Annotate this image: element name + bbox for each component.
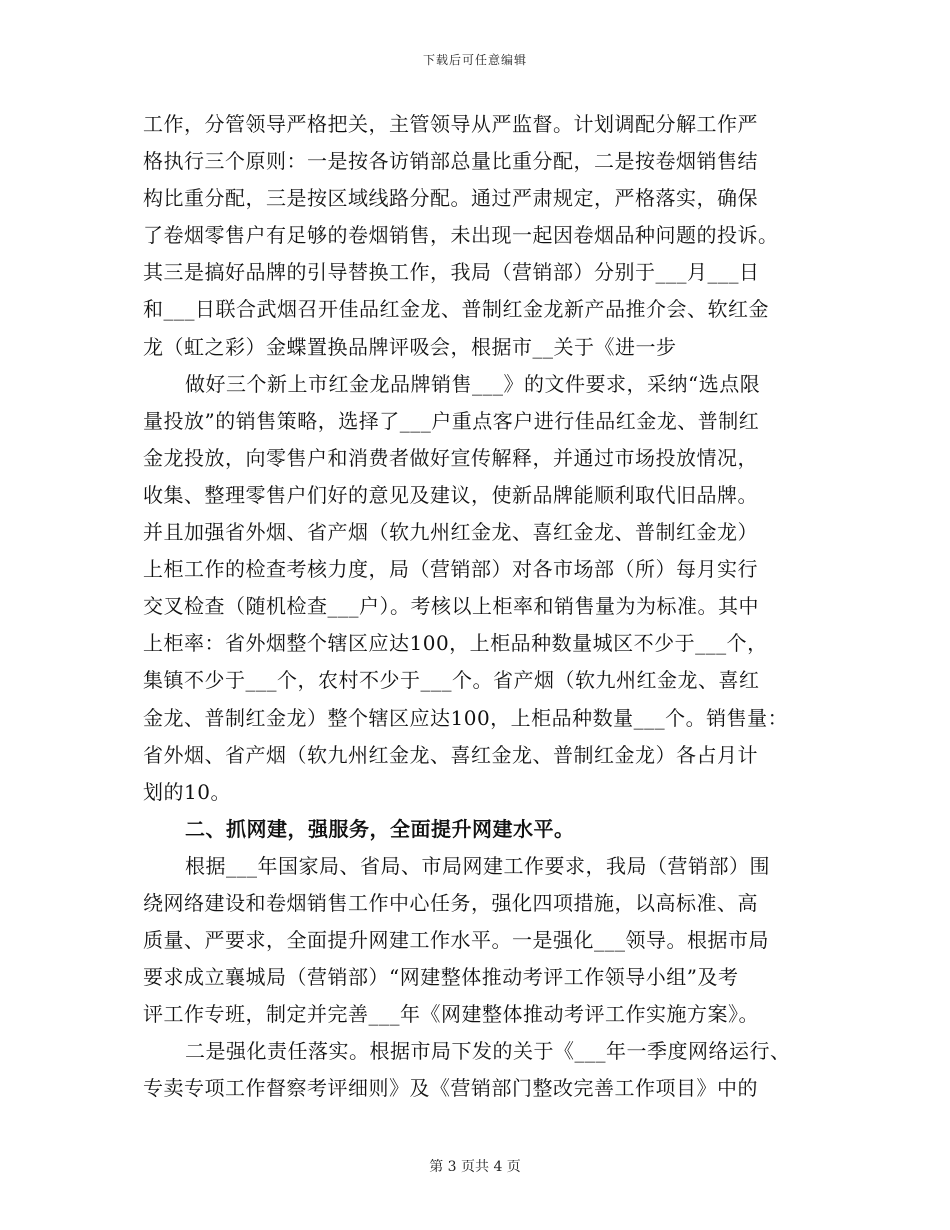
text-line: 龙（虹之彩）金蝶置换品牌评吸会，根据市__关于《进一步 [143, 334, 677, 359]
page-header: 下载后可任意编辑 [422, 53, 527, 67]
text-line: 上柜率：省外烟整个辖区应达100，上柜品种数量城区不少于___个， [143, 631, 768, 656]
text-line: 绕网络建设和卷烟销售工作中心任务，强化四项措施，以高标准、高 [143, 890, 758, 915]
text-line: 二是强化责任落实。根据市局下发的关于《___年一季度网络运行、 [185, 1039, 791, 1064]
text-line: 要求成立襄城局（营销部）“网建整体推动考评工作领导小组”及考 [143, 965, 739, 990]
text-line: 量投放”的销售策略，选择了___户重点客户进行佳品红金龙、普制红 [143, 408, 760, 433]
section-heading: 二、抓网建，强服务，全面提升网建水平。 [185, 816, 575, 841]
text-line: 评工作专班，制定并完善___年《网建整体推动考评工作实施方案》。 [143, 1002, 759, 1027]
text-line: 做好三个新上市红金龙品牌销售___》的文件要求，采纳“选点限 [185, 371, 761, 396]
text-line: 工作，分管领导严格把关，主管领导从严监督。计划调配分解工作严 [143, 112, 758, 136]
text-line: 质量、严要求，全面提升网建工作水平。一是强化___领导。根据市局 [143, 928, 769, 953]
page-footer: 第 3 页共 4 页 [429, 1159, 521, 1175]
body-text [143, 106, 843, 1108]
text-line: 金龙投放，向零售户和消费者做好宣传解释，并通过市场投放情况， [143, 445, 758, 470]
text-line: 省外烟、省产烟（软九州红金龙、喜红金龙、普制红金龙）各占月计 [143, 742, 758, 767]
text-line: 构比重分配，三是按区域线路分配。通过严肃规定，严格落实，确保 [143, 186, 758, 211]
text-line: 根据___年国家局、省局、市局网建工作要求，我局（营销部）围 [185, 853, 770, 878]
text-line: 其三是搞好品牌的引导替换工作，我局（营销部）分别于___月___日 [143, 260, 760, 285]
text-line: 收集、整理零售户们好的意见及建议，使新品牌能顺利取代旧品牌。 [143, 482, 758, 507]
text-line: 格执行三个原则：一是按各访销部总量比重分配，二是按卷烟销售结 [143, 149, 758, 174]
text-line: 专卖专项工作督察考评细则》及《营销部门整改完善工作项目》中的 [143, 1076, 758, 1101]
text-line: 划的10。 [143, 779, 231, 804]
text-line: 和___日联合武烟召开佳品红金龙、普制红金龙新产品推介会、软红金 [143, 297, 769, 322]
text-line: 了卷烟零售户有足够的卷烟销售，未出现一起因卷烟品种问题的投诉。 [143, 223, 779, 248]
text-line: 上柜工作的检查考核力度，局（营销部）对各市场部（所）每月实行 [143, 557, 758, 582]
text-line: 金龙、普制红金龙）整个辖区应达100，上柜品种数量___个。销售量： [143, 705, 789, 730]
text-line: 交叉检查（随机检查___户）。考核以上柜率和销售量为为标准。其中 [143, 594, 759, 619]
text-line: 并且加强省外烟、省产烟（软九州红金龙、喜红金龙、普制红金龙） [143, 520, 758, 545]
text-line: 集镇不少于___个，农村不少于___个。省产烟（软九州红金龙、喜红 [143, 668, 760, 693]
